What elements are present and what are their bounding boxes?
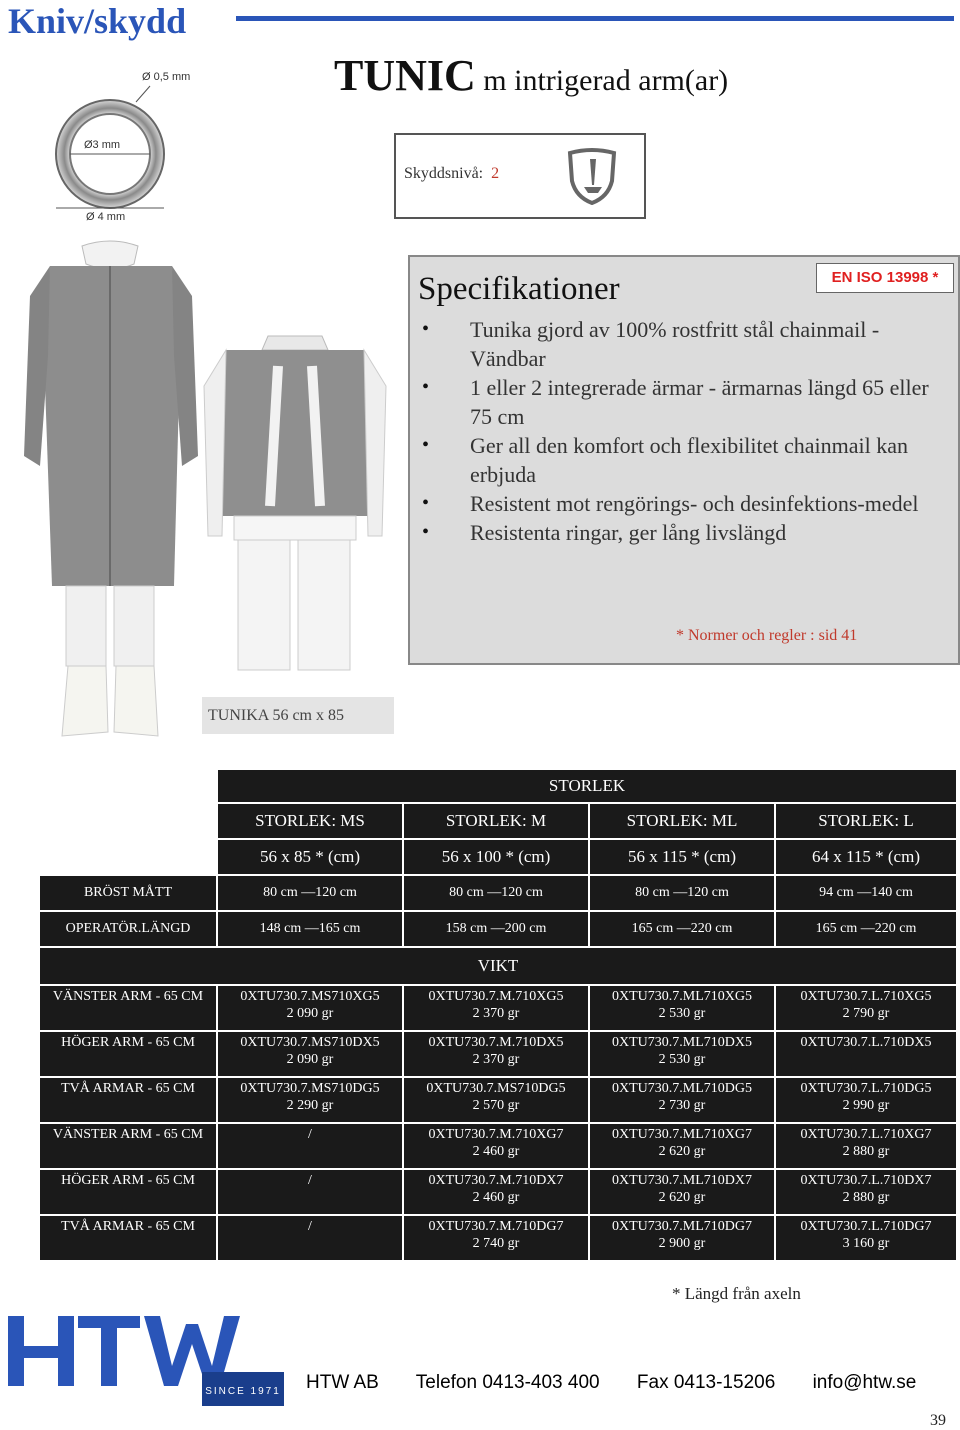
size-dimensions: 64 x 115 * (cm) <box>775 839 957 875</box>
article-weight: 2 570 gr <box>472 1098 520 1113</box>
article-weight: 2 370 gr <box>472 1052 520 1067</box>
spec-item: • Resistent mot rengörings- och desinfektions-medel <box>420 489 950 518</box>
row-label-arm: HÖGER ARM - 65 CM <box>39 1031 217 1077</box>
article-code: 0XTU730.7.L.710DG7 <box>800 1219 932 1234</box>
row-label-arm: HÖGER ARM - 65 CM <box>39 1169 217 1215</box>
article-cell <box>217 1077 403 1123</box>
spec-item: • Tunika gjord av 100% rostfritt stål chainmail - Vändbar <box>420 315 950 373</box>
email-address: info@htw.se <box>812 1372 917 1393</box>
article-code: / <box>308 1219 312 1234</box>
article-weight: 2 460 gr <box>472 1144 520 1159</box>
article-code: 0XTU730.7.MS710DX5 <box>240 1035 380 1050</box>
row-label-arm: VÄNSTER ARM - 65 CM <box>39 985 217 1031</box>
article-cell <box>217 1169 403 1215</box>
article-code: 0XTU730.7.M.710XG7 <box>428 1127 564 1142</box>
operator-length: 148 cm —165 cm <box>217 911 403 947</box>
article-code: 0XTU730.7.MS710DG5 <box>426 1081 566 1096</box>
specifications-title: Specifikationer <box>418 271 620 307</box>
article-cell <box>775 1169 957 1215</box>
size-header: STORLEK: L <box>775 803 957 839</box>
article-weight: 2 460 gr <box>472 1190 520 1205</box>
standards-note: * Normer och regler : sid 41 <box>676 627 858 644</box>
article-code: 0XTU730.7.ML710DX7 <box>612 1173 752 1188</box>
header-rule <box>236 16 954 21</box>
spec-item: • 1 eller 2 integrerade ärmar - ärmarnas längd 65 eller 75 cm <box>420 373 950 431</box>
article-weight: 2 880 gr <box>842 1144 890 1159</box>
size-header: STORLEK: ML <box>589 803 775 839</box>
tunika-size-label: TUNIKA 56 cm x 85 <box>202 697 394 734</box>
size-header: STORLEK: MS <box>217 803 403 839</box>
article-code: 0XTU730.7.M.710DG7 <box>428 1219 564 1234</box>
article-code: 0XTU730.7.L.710DG5 <box>800 1081 932 1096</box>
page-number: 39 <box>930 1412 946 1429</box>
article-cell <box>217 985 403 1031</box>
article-cell <box>589 985 775 1031</box>
htw-logo <box>6 1310 284 1406</box>
size-header: STORLEK: M <box>403 803 589 839</box>
article-weight: 2 090 gr <box>286 1006 334 1021</box>
article-weight: 2 620 gr <box>658 1144 706 1159</box>
ring-outer-label: Ø 0,5 mm <box>142 71 191 83</box>
row-label-chest: BRÖST MÅTT <box>39 875 217 911</box>
article-weight: 2 090 gr <box>286 1052 334 1067</box>
protection-level <box>404 165 499 183</box>
operator-length: 158 cm —200 cm <box>403 911 589 947</box>
protection-level-label: Skyddsnivå: <box>404 165 484 182</box>
company-name: HTW AB <box>306 1372 379 1393</box>
product-title <box>334 50 728 101</box>
article-cell <box>775 1215 957 1261</box>
contact-line <box>306 1372 948 1394</box>
tunic-back-photo <box>198 326 392 678</box>
operator-length: 165 cm —220 cm <box>589 911 775 947</box>
article-weight: 2 370 gr <box>472 1006 520 1021</box>
row-label-arm: TVÅ ARMAR - 65 CM <box>39 1077 217 1123</box>
article-weight: 2 790 gr <box>842 1006 890 1021</box>
article-code: 0XTU730.7.L.710XG5 <box>800 989 932 1004</box>
ring-bottom-label: Ø 4 mm <box>86 211 126 222</box>
logo-tagline: SINCE 1971 <box>205 1386 281 1397</box>
article-cell <box>217 1123 403 1169</box>
specifications-panel <box>408 255 960 665</box>
weight-header: VIKT <box>39 947 957 985</box>
chest-measure: 94 cm —140 cm <box>775 875 957 911</box>
article-weight: 2 620 gr <box>658 1190 706 1205</box>
article-cell <box>589 1169 775 1215</box>
article-cell <box>589 1123 775 1169</box>
article-code: 0XTU730.7.ML710DG5 <box>612 1081 752 1096</box>
chest-measure: 80 cm —120 cm <box>403 875 589 911</box>
article-code: 0XTU730.7.MS710XG5 <box>240 989 380 1004</box>
product-title-main: TUNIC <box>334 51 476 100</box>
length-footnote: * Längd från axeln <box>672 1284 801 1303</box>
article-cell <box>403 1031 589 1077</box>
article-weight: 2 290 gr <box>286 1098 334 1113</box>
article-code: 0XTU730.7.L.710XG7 <box>800 1127 932 1142</box>
article-code: 0XTU730.7.ML710XG5 <box>612 989 752 1004</box>
protection-level-value: 2 <box>491 165 500 182</box>
article-cell <box>775 1031 957 1077</box>
article-cell <box>775 985 957 1031</box>
article-cell <box>589 1215 775 1261</box>
chest-measure: 80 cm —120 cm <box>589 875 775 911</box>
spec-item: • Ger all den komfort och flexibilitet chainmail kan erbjuda <box>420 431 950 489</box>
article-code: 0XTU730.7.M.710DX7 <box>428 1173 564 1188</box>
size-dimensions: 56 x 85 * (cm) <box>217 839 403 875</box>
ring-inner-label: Ø3 mm <box>84 139 121 151</box>
article-cell <box>403 1215 589 1261</box>
article-cell <box>217 1031 403 1077</box>
article-weight: 2 990 gr <box>842 1098 890 1113</box>
protection-level-box <box>394 133 646 219</box>
article-code: 0XTU730.7.L.710DX5 <box>800 1035 932 1050</box>
article-code: 0XTU730.7.ML710XG7 <box>612 1127 752 1142</box>
size-dimensions: 56 x 115 * (cm) <box>589 839 775 875</box>
article-cell <box>589 1077 775 1123</box>
article-code: 0XTU730.7.M.710XG5 <box>428 989 564 1004</box>
spec-item: • Resistenta ringar, ger lång livslängd <box>420 518 950 547</box>
knife-protection-icon <box>564 145 620 205</box>
article-cell <box>403 1077 589 1123</box>
article-cell <box>403 985 589 1031</box>
ring-diagram <box>38 62 198 222</box>
article-code: 0XTU730.7.ML710DG7 <box>612 1219 752 1234</box>
article-weight: 2 880 gr <box>842 1190 890 1205</box>
article-weight: 2 530 gr <box>658 1052 706 1067</box>
article-cell <box>217 1215 403 1261</box>
article-cell <box>775 1077 957 1123</box>
article-code: 0XTU730.7.ML710DX5 <box>612 1035 752 1050</box>
row-label-arm: TVÅ ARMAR - 65 CM <box>39 1215 217 1261</box>
article-weight: 2 530 gr <box>658 1006 706 1021</box>
article-cell <box>775 1123 957 1169</box>
specifications-list <box>420 315 950 547</box>
table-header-storlek: STORLEK <box>217 769 957 803</box>
article-code: / <box>308 1173 312 1188</box>
article-weight: 3 160 gr <box>842 1236 890 1251</box>
article-weight: 2 730 gr <box>658 1098 706 1113</box>
size-dimensions: 56 x 100 * (cm) <box>403 839 589 875</box>
article-cell <box>403 1123 589 1169</box>
fax-number: Fax 0413-15206 <box>636 1372 776 1393</box>
article-cell <box>403 1169 589 1215</box>
article-code: / <box>308 1127 312 1142</box>
row-label-arm: VÄNSTER ARM - 65 CM <box>39 1123 217 1169</box>
article-weight: 2 900 gr <box>658 1236 706 1251</box>
row-label-operator-length: OPERATÖR.LÄNGD <box>39 911 217 947</box>
article-weight: 2 740 gr <box>472 1236 520 1251</box>
article-code: 0XTU730.7.MS710DG5 <box>240 1081 380 1096</box>
article-code: 0XTU730.7.M.710DX5 <box>428 1035 564 1050</box>
tunic-front-photo <box>22 236 200 752</box>
phone-number: Telefon 0413-403 400 <box>415 1372 600 1393</box>
size-table <box>38 768 958 1262</box>
section-title: Kniv/skydd <box>8 1 187 41</box>
chest-measure: 80 cm —120 cm <box>217 875 403 911</box>
product-title-rest: m intrigerad arm(ar) <box>475 64 729 97</box>
article-code: 0XTU730.7.L.710DX7 <box>800 1173 932 1188</box>
operator-length: 165 cm —220 cm <box>775 911 957 947</box>
iso-badge: EN ISO 13998 * <box>816 263 954 293</box>
article-cell <box>589 1031 775 1077</box>
